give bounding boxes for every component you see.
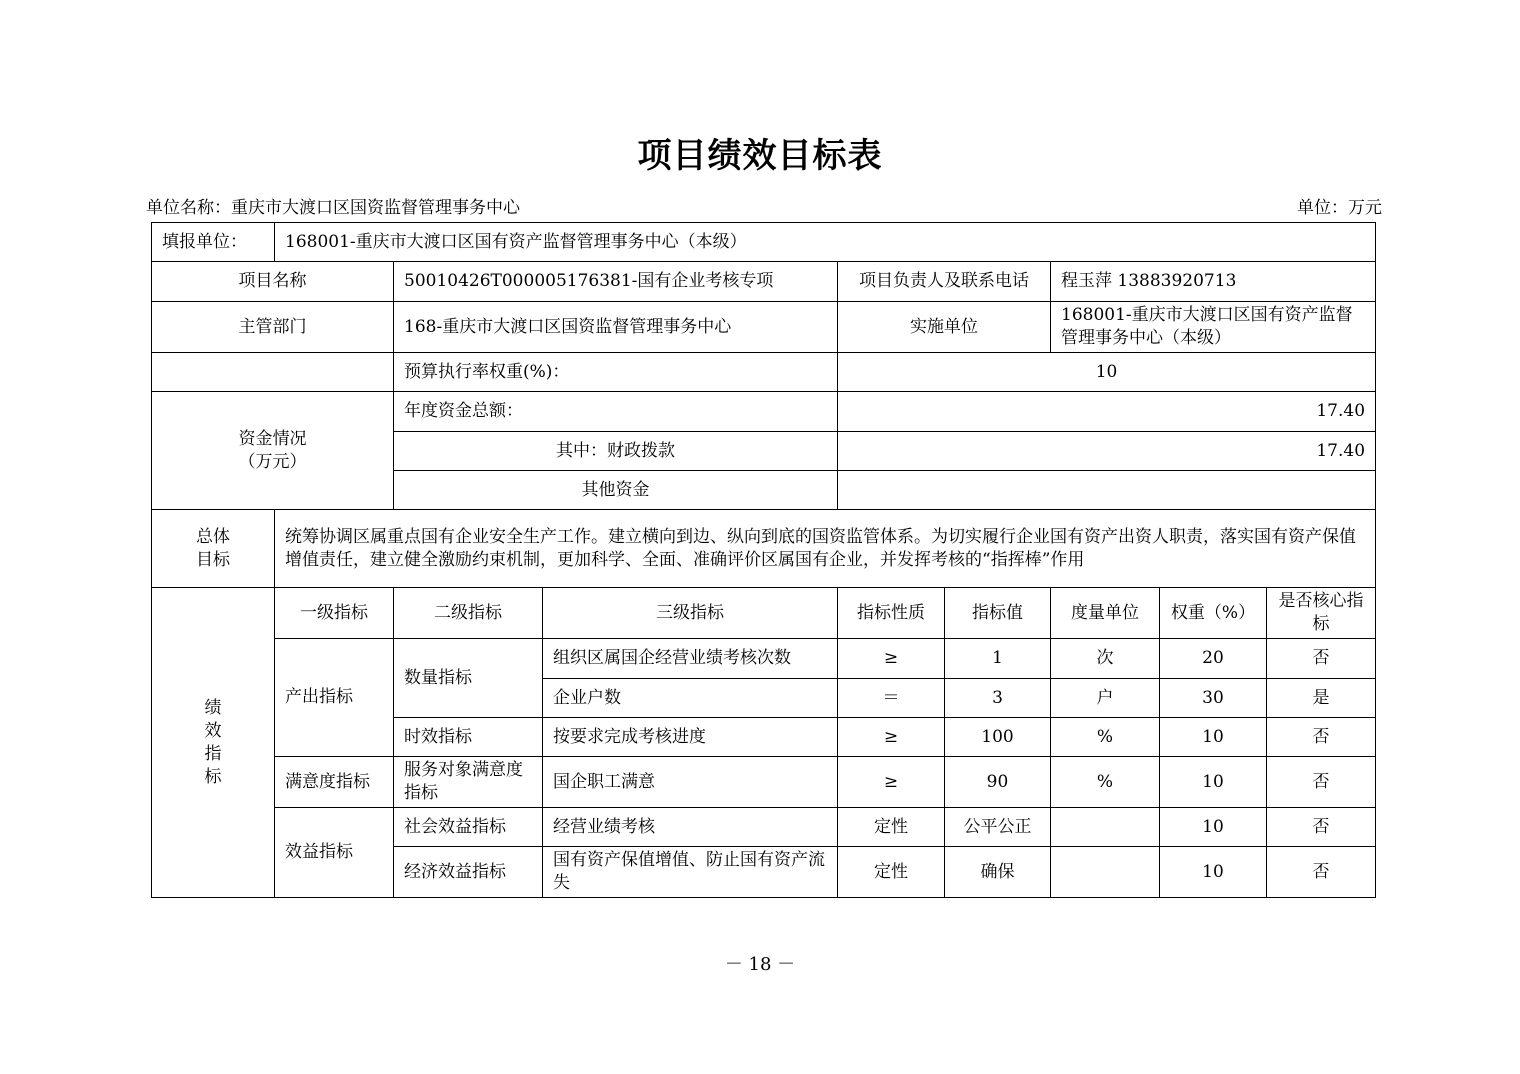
- row-core: 否: [1267, 808, 1376, 847]
- budget-rate-label: 预算执行率权重(%)：: [394, 353, 838, 392]
- funds-label-cell: [152, 392, 394, 510]
- row-core: 否: [1267, 847, 1376, 898]
- page-number: － 18 －: [724, 954, 796, 975]
- row-value: 公平公正: [945, 808, 1051, 847]
- group-economic: 经济效益指标: [394, 847, 543, 898]
- other-value: [838, 471, 1376, 510]
- table-row: [152, 757, 1376, 808]
- row-value: 确保: [945, 847, 1051, 898]
- row-unit: [1051, 847, 1160, 898]
- row-core: 否: [1267, 757, 1376, 808]
- row-weight: 10: [1160, 808, 1267, 847]
- row-weight: 20: [1160, 639, 1267, 679]
- other-label: 其他资金: [394, 471, 838, 510]
- project-row: [152, 262, 1376, 302]
- perf-label-cell: [152, 588, 275, 898]
- annual-total-row: [152, 392, 1376, 432]
- goal-label-1: 总体: [196, 526, 230, 547]
- row-weight: 30: [1160, 679, 1267, 718]
- header-value: 指标值: [945, 588, 1051, 639]
- unit-name: 单位名称：重庆市大渡口区国资监督管理事务中心: [146, 198, 520, 218]
- group-benefit: 效益指标: [275, 808, 394, 898]
- goal-text: 统筹协调区属重点国有企业安全生产工作。建立横向到边、纵向到底的国资监管体系。为切实履行企业国有资产出资人职责，落实国有资产保值增值责任，建立健全激励约束机制，更加科学、全面、准确评价区属国有企业，并发挥考核的“指挥棒”作用: [275, 510, 1376, 588]
- row-nature: ≥: [838, 757, 945, 808]
- row-weight: 10: [1160, 847, 1267, 898]
- row-nature: 定性: [838, 808, 945, 847]
- fiscal-label: 其中：财政拨款: [394, 432, 838, 471]
- row-nature: ＝: [838, 679, 945, 718]
- perf-label-char: 标: [204, 766, 222, 787]
- row-name: 按要求完成考核进度: [543, 718, 838, 757]
- contact-value: 程玉萍 13883920713: [1051, 262, 1376, 302]
- goal-row: [152, 510, 1376, 588]
- goal-label-cell: [152, 510, 275, 588]
- table-row: [152, 808, 1376, 847]
- row-nature: 定性: [838, 847, 945, 898]
- row-unit: 户: [1051, 679, 1160, 718]
- goal-label-2: 目标: [196, 549, 230, 570]
- dept-value: 168-重庆市大渡口区国资监督管理事务中心: [394, 302, 838, 353]
- header-row: [152, 588, 1376, 639]
- row-weight: 10: [1160, 757, 1267, 808]
- unit-measure: 单位：万元: [1297, 198, 1382, 218]
- group-satisfaction: 满意度指标: [275, 757, 394, 808]
- row-name: 国有资产保值增值、防止国有资产流失: [543, 847, 838, 898]
- contact-label: 项目负责人及联系电话: [838, 262, 1051, 302]
- row-nature: ≥: [838, 718, 945, 757]
- budget-rate-row: [152, 353, 1376, 392]
- row-unit: %: [1051, 718, 1160, 757]
- funds-unit: （万元）: [238, 451, 307, 472]
- dept-label: 主管部门: [152, 302, 394, 353]
- perf-label-char: 指: [204, 743, 222, 764]
- dept-row: [152, 302, 1376, 353]
- row-nature: ≥: [838, 639, 945, 679]
- row-value: 90: [945, 757, 1051, 808]
- row-unit: %: [1051, 757, 1160, 808]
- perf-label-char: 绩: [204, 697, 222, 718]
- row-unit: 次: [1051, 639, 1160, 679]
- performance-table: [151, 222, 1376, 898]
- row-core: 是: [1267, 679, 1376, 718]
- row-core: 否: [1267, 639, 1376, 679]
- fill-unit-label: 填报单位：: [152, 223, 275, 262]
- header-unit: 度量单位: [1051, 588, 1160, 639]
- row-unit: [1051, 808, 1160, 847]
- header-level2: 二级指标: [394, 588, 543, 639]
- project-name-label: 项目名称: [152, 262, 394, 302]
- budget-rate-value: 10: [838, 353, 1376, 392]
- project-name-value: 50010426T000005176381-国有企业考核专项: [394, 262, 838, 302]
- page-title: 项目绩效目标表: [637, 136, 883, 176]
- group-timeliness: 时效指标: [394, 718, 543, 757]
- group-output: 产出指标: [275, 639, 394, 757]
- header-weight: 权重（%）: [1160, 588, 1267, 639]
- row-name: 经营业绩考核: [543, 808, 838, 847]
- row-value: 100: [945, 718, 1051, 757]
- group-service: 服务对象满意度指标: [394, 757, 543, 808]
- perf-label-char: 效: [204, 720, 222, 741]
- impl-value: 168001-重庆市大渡口区国有资产监督管理事务中心（本级）: [1051, 302, 1376, 353]
- header-level3: 三级指标: [543, 588, 838, 639]
- table-row: [152, 639, 1376, 679]
- funds-label: 资金情况: [238, 428, 307, 449]
- group-social: 社会效益指标: [394, 808, 543, 847]
- row-core: 否: [1267, 718, 1376, 757]
- annual-total-label: 年度资金总额：: [394, 392, 838, 432]
- row-value: 3: [945, 679, 1051, 718]
- row-name: 国企职工满意: [543, 757, 838, 808]
- header-level1: 一级指标: [275, 588, 394, 639]
- header-core: 是否核心指标: [1267, 588, 1376, 639]
- row-name: 企业户数: [543, 679, 838, 718]
- row-name: 组织区属国企经营业绩考核次数: [543, 639, 838, 679]
- annual-total-value: 17.40: [838, 392, 1376, 432]
- header-nature: 指标性质: [838, 588, 945, 639]
- fill-unit-value: 168001-重庆市大渡口区国有资产监督管理事务中心（本级）: [275, 223, 1376, 262]
- fiscal-value: 17.40: [838, 432, 1376, 471]
- impl-label: 实施单位: [838, 302, 1051, 353]
- row-weight: 10: [1160, 718, 1267, 757]
- fill-unit-row: [152, 223, 1376, 262]
- row-value: 1: [945, 639, 1051, 679]
- group-quantity: 数量指标: [394, 639, 543, 718]
